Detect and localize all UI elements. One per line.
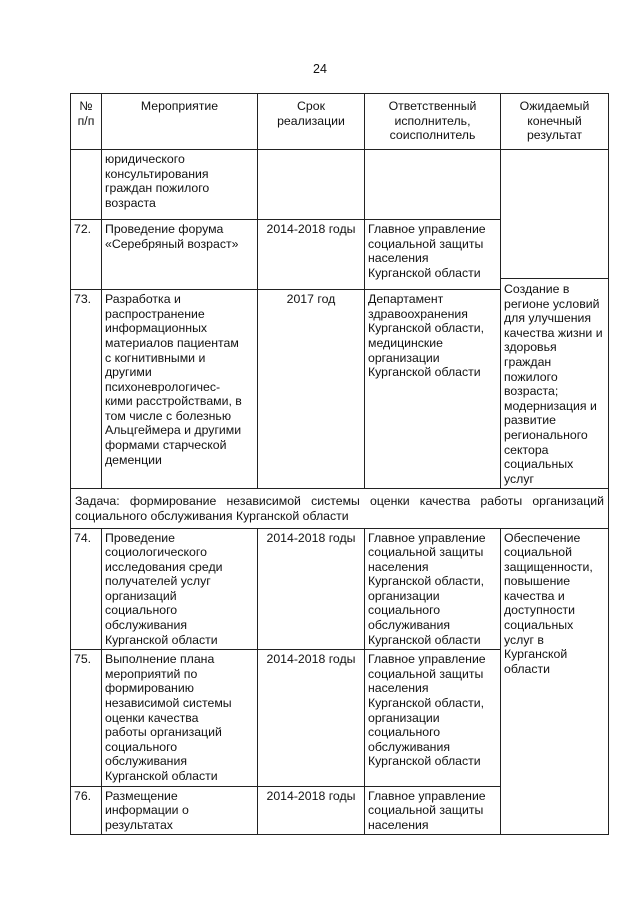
- cell-num: 76.: [71, 786, 102, 835]
- header-row: [71, 94, 609, 150]
- cell-executor: Главное управление социальной защиты населения: [365, 786, 501, 835]
- cell-num: 75.: [71, 650, 102, 786]
- cell-num: 72.: [71, 220, 102, 290]
- cell-term: 2017 год: [258, 290, 365, 489]
- result-text-73: Создание в регионе условий для улучшения качества жизни и здоровья граждан пожилого возраста; модернизация и развитие регионального сектора социальных услуг: [501, 278, 608, 488]
- cell-num: [71, 150, 102, 220]
- page-number: 24: [313, 62, 327, 76]
- cell-executor: Главное управление социальной защиты населения Курганской области: [365, 220, 501, 290]
- cell-event: Проведение социологического исследования среди получателей услуг организаций социального обслуживания Курганской области: [102, 528, 258, 650]
- cell-num: 73.: [71, 290, 102, 489]
- task-text: Задача: формирование независимой системы оценки качества работы организаций социального обслуживания Курганской области: [71, 489, 609, 528]
- cell-num: 74.: [71, 528, 102, 650]
- cell-event: Выполнение плана мероприятий по формированию независимой системы оценки качества работы организаций социального обслуживания Курганской области: [102, 650, 258, 786]
- cell-event: Разработка и распространение информационных материалов пациентам с когнитивными и другими психоневрологичес- кими расстройствами, в том числе с болезнью Альцгеймера и другими формами старческой деменции: [102, 290, 258, 489]
- cell-executor: [365, 150, 501, 220]
- cell-result-73: [501, 150, 609, 489]
- cell-term: 2014-2018 годы: [258, 220, 365, 290]
- header-term: Срок реализации: [258, 94, 365, 150]
- cell-term: [258, 150, 365, 220]
- cell-event: Проведение форума «Серебряный возраст»: [102, 220, 258, 290]
- cell-event: юридического консультирования граждан пожилого возраста: [102, 150, 258, 220]
- table-row: [71, 528, 609, 650]
- header-num: № п/п: [71, 94, 102, 150]
- cell-executor: Главное управление социальной защиты населения Курганской области, организации социального обслуживания Курганской области: [365, 528, 501, 650]
- cell-term: 2014-2018 годы: [258, 786, 365, 835]
- header-event: Мероприятие: [102, 94, 258, 150]
- cell-executor: Департамент здравоохранения Курганской области, медицинские организации Курганской области: [365, 290, 501, 489]
- header-result: Ожидаемый конечный результат: [501, 94, 609, 150]
- cell-executor: Главное управление социальной защиты населения Курганской области, организации социального обслуживания Курганской области: [365, 650, 501, 786]
- table-row: [71, 150, 609, 220]
- header-executor: Ответственный исполнитель, соисполнитель: [365, 94, 501, 150]
- measures-table: [70, 93, 609, 835]
- cell-result-74: Обеспечение социальной защищенности, повышение качества и доступности социальных услуг в Курганской области: [501, 528, 609, 835]
- cell-event: Размещение информации о результатах: [102, 786, 258, 835]
- cell-term: 2014-2018 годы: [258, 528, 365, 650]
- task-row: [71, 489, 609, 528]
- cell-term: 2014-2018 годы: [258, 650, 365, 786]
